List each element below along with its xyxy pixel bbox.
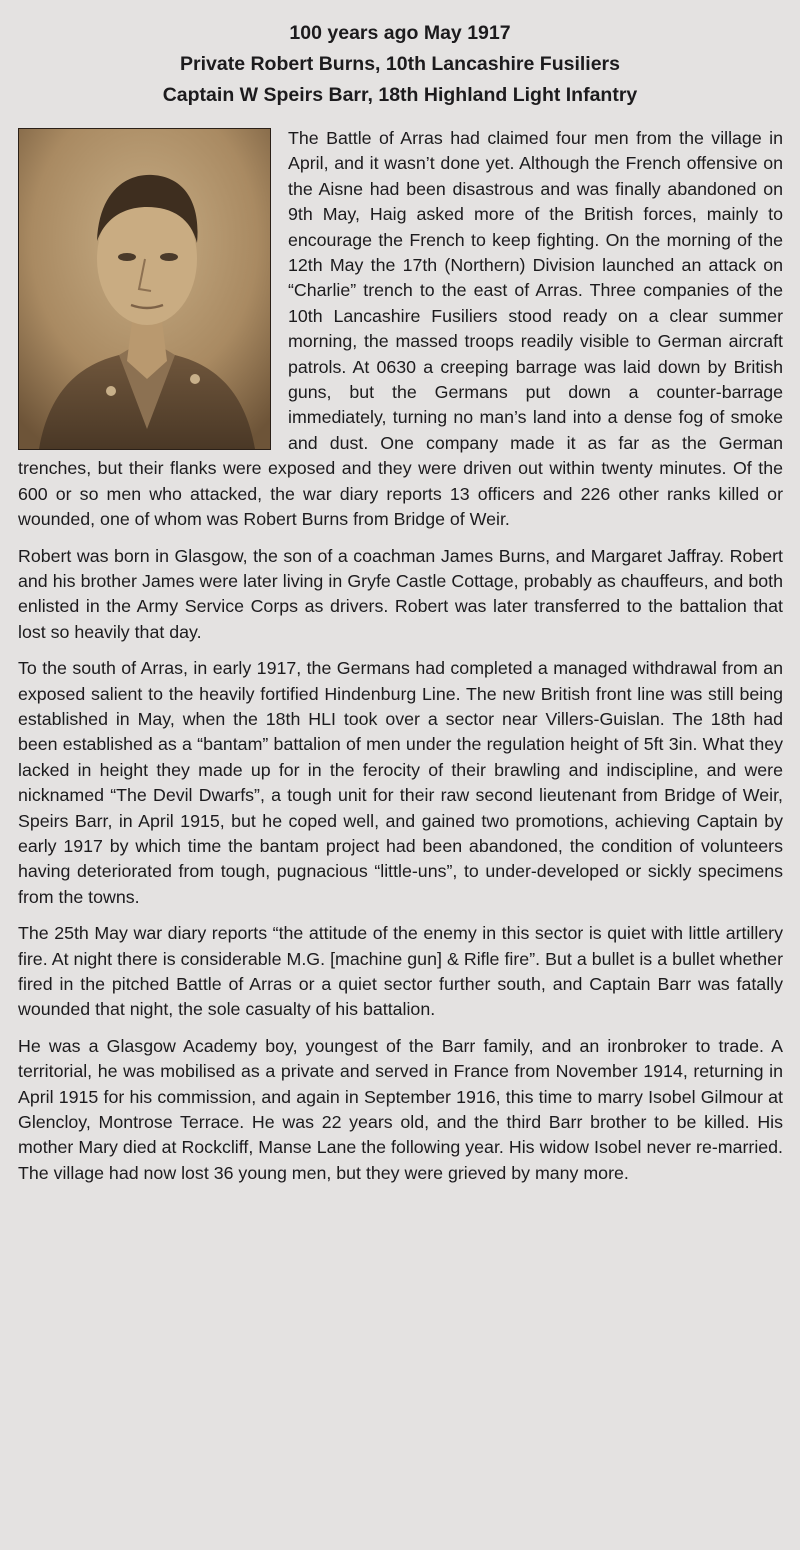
paragraph-war-diary: The 25th May war diary reports “the attitude of the enemy in this sector is quiet with little artillery fire. At night there is considerable M.G. [machine gun] & Rifle fire”. But a bullet is a bullet whether fired in the pitched Battle of Arras or a quiet sector further south, and Captain Barr was fatally wounded that night, the sole casualty of his battalion. <box>18 923 783 1020</box>
subtitle-robert-burns: Private Robert Burns, 10th Lancashire Fusiliers <box>180 53 620 75</box>
article-title: 100 years ago May 1917 <box>289 22 511 44</box>
paragraph-speirs-barr: He was a Glasgow Academy boy, youngest of the Barr family, and an ironbroker to trade. A territorial, he was mobilised as a private and served in France from November 1914, returning in April 1915 for his commission, and again in September 1916, this time to marry Isobel Gilmour at Glencloy, Montrose Terrace. He was 22 years old, and the third Barr brother to be killed. His mother Mary died at Rockcliff, Manse Lane the following year. His widow Isobel never re-married. The village had now lost 36 young men, but they were grieved by many more. <box>18 1035 783 1183</box>
photo-spacer <box>18 126 288 456</box>
paragraph-robert-burns: Robert was born in Glasgow, the son of a coachman James Burns, and Margaret Jaffray. Robert and his brother James were later living in Gryfe Castle Cottage, probably as chauffeurs, and both enlisted in the Army Service Corps as drivers. Robert was later transferred to the battalion that lost so heavily that day. <box>18 545 783 642</box>
article-headings <box>0 18 800 111</box>
article-body <box>18 126 783 1197</box>
subtitle-speirs-barr: Captain W Speirs Barr, 18th Highland Light Infantry <box>162 84 638 106</box>
paragraph-hli-bantams: To the south of Arras, in early 1917, the Germans had completed a managed withdrawal from an exposed salient to the heavily fortified Hindenburg Line. The new British front line was still being established in May, when the 18th HLI took over a sector near Villers-Guislan. The 18th had been established as a “bantam” battalion of men under the regulation height of 5ft 3in. What they lacked in height they made up for in the ferocity of their brawling and indiscipline, and were nicknamed “The Devil Dwarfs”, a tough unit for their raw second lieutenant from Bridge of Weir, Speirs Barr, in April 1915, but he coped well, and gained two promotions, achieving Captain by early 1917 by which time the bantam project had been abandoned, the condition of volunteers having deteriorated from tough, pugnacious “little-uns”, to under-developed or sickly specimens from the towns. <box>18 658 783 907</box>
paragraph-battle-of-arras: The Battle of Arras had claimed four men from the village in April, and it wasn’t done yet. Although the French offensive on the Aisne had been disastrous and was finally abandoned on 9th May, Haig asked more of the British forces, mainly to encourage the French to keep fighting. On the morning of the 12th May the 17th (Northern) Division launched an attack on “Charlie” trench to the east of Arras. Three companies of the 10th Lancashire Fusiliers stood ready on a clear summer morning, the massed troops readily visible to German aircraft patrols. At 0630 a creeping barrage was laid down by British guns, but the Germans put down a counter-barrage immediately, turning no man’s land into a dense fog of smoke and dust. One company made it as far as the German trenches, but their flanks were exposed and they were driven out within twenty minutes. Of the 600 or so men who attacked, the war diary reports 13 officers and 226 other ranks killed or wounded, one of whom was Robert Burns from Bridge of Weir. <box>18 128 783 530</box>
